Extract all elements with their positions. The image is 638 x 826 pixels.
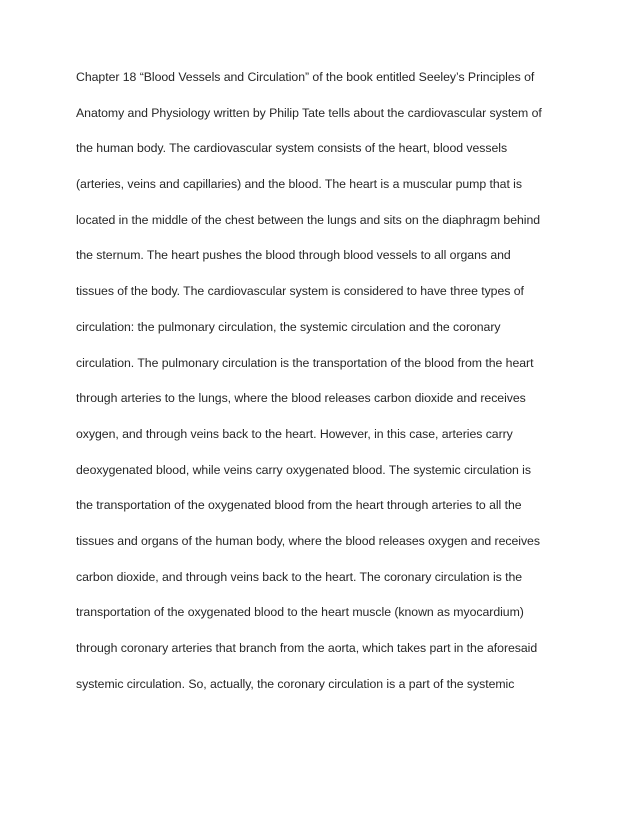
text-line: carbon dioxide, and through veins back to the heart. The coronary circulation is the [76,569,523,584]
text-line: Chapter 18 “Blood Vessels and Circulation” of the book entitled Seeley’s Principles of [76,70,535,84]
text-line: the sternum. The heart pushes the blood through blood vessels to all organs and [76,248,511,263]
text-line: the human body. The cardiovascular system consists of the heart, blood vessels [76,141,508,156]
text-line: systemic circulation. So, actually, the coronary circulation is a part of the systemic [76,676,515,691]
text-line: through coronary arteries that branch from the aorta, which takes part in the aforesaid [76,641,538,655]
text-line: through arteries to the lungs, where the blood releases carbon dioxide and receives [76,391,526,406]
text-line: transportation of the oxygenated blood to the heart muscle (known as myocardium) [76,605,524,620]
text-line: deoxygenated blood, while veins carry oxygenated blood. The systemic circulation is [76,462,531,477]
text-line: Anatomy and Physiology written by Philip Tate tells about the cardiovascular system of [76,105,542,120]
text-line: (arteries, veins and capillaries) and the blood. The heart is a muscular pump that is [76,177,522,192]
body-paragraph [76,66,596,708]
text-line: circulation. The pulmonary circulation is the transportation of the blood from the heart [76,355,534,370]
text-line: located in the middle of the chest between the lungs and sits on the diaphragm behind [76,212,541,227]
text-line: tissues of the body. The cardiovascular system is considered to have three types of [76,284,524,299]
text-line: tissues and organs of the human body, where the blood releases oxygen and receives [76,533,540,548]
text-line: circulation: the pulmonary circulation, the systemic circulation and the coronary [76,319,501,334]
text-line: oxygen, and through veins back to the heart. However, in this case, arteries carry [76,426,513,441]
text-line: the transportation of the oxygenated blood from the heart through arteries to all the [76,498,522,513]
